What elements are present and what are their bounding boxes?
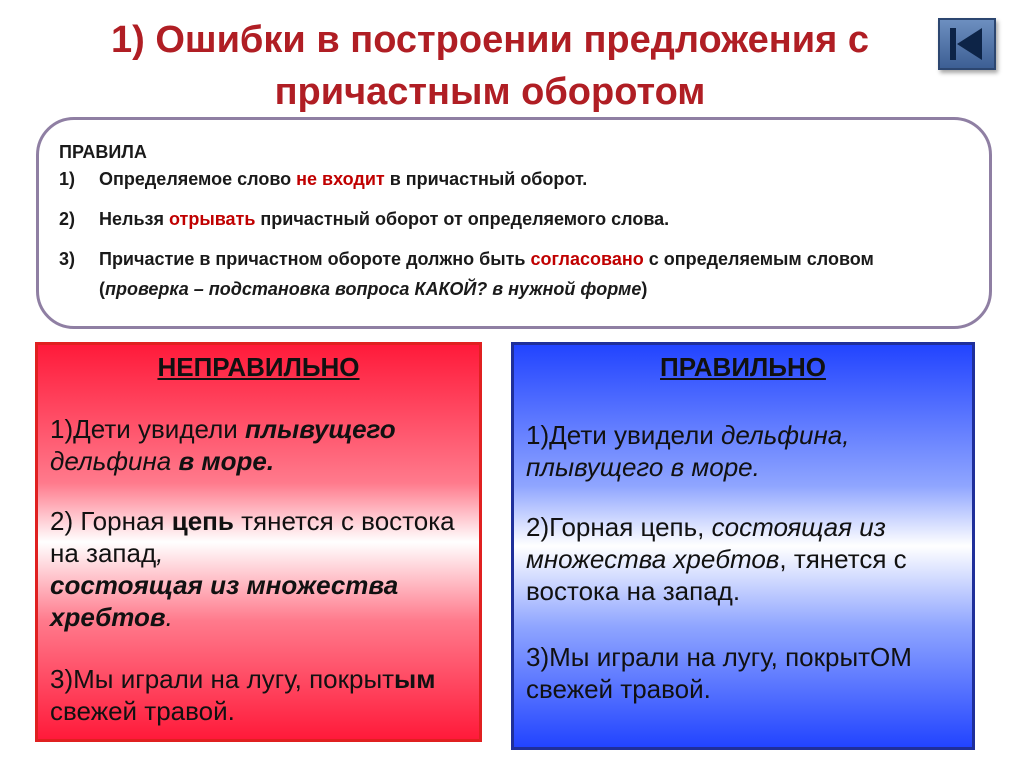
rule-highlight: согласовано (530, 249, 644, 269)
wrong-example-3: 3)Мы играли на лугу, покрытым свежей травой. (50, 664, 436, 726)
rule-highlight: не входит (296, 169, 385, 189)
wrong-example-2: 2) Горная цепь тянется с востока на запад, состоящая из множества хребтов. (50, 506, 455, 632)
rule-highlight: отрывать (168, 209, 256, 229)
right-example-3: 3)Мы играли на лугу, покрытОМ свежей травой. (526, 642, 912, 704)
right-panel (511, 342, 975, 750)
rule-item: 3) Причастие в причастном обороте должно быть согласовано с определяемым словом (проверка – подстановка вопроса КАКОЙ? в нужной форме) (59, 249, 874, 299)
rules-list (59, 164, 965, 304)
right-example-2: 2)Горная цепь, состоящая из множества хребтов, тянется с востока на запад. (526, 512, 907, 606)
back-button[interactable] (938, 18, 996, 70)
slide-title: 1) Ошибки в построении предложения с причастным оборотом (111, 19, 869, 113)
skip-back-icon (940, 20, 994, 68)
wrong-heading: НЕПРАВИЛЬНО (157, 352, 360, 382)
right-example-1: 1)Дети увидели дельфина, плывущего в море. (526, 420, 850, 482)
rule-item: 2) Нельзя отрывать причастный оборот от определяемого слова. (59, 209, 670, 229)
rules-heading: ПРАВИЛА (59, 142, 147, 162)
right-heading: ПРАВИЛЬНО (660, 352, 826, 382)
wrong-panel (35, 342, 482, 742)
wrong-example-1: 1)Дети увидели плывущего дельфина в море. (50, 414, 396, 476)
rule-item: 1) Определяемое слово не входит в причастный оборот. (59, 169, 588, 189)
rules-box (36, 117, 992, 329)
